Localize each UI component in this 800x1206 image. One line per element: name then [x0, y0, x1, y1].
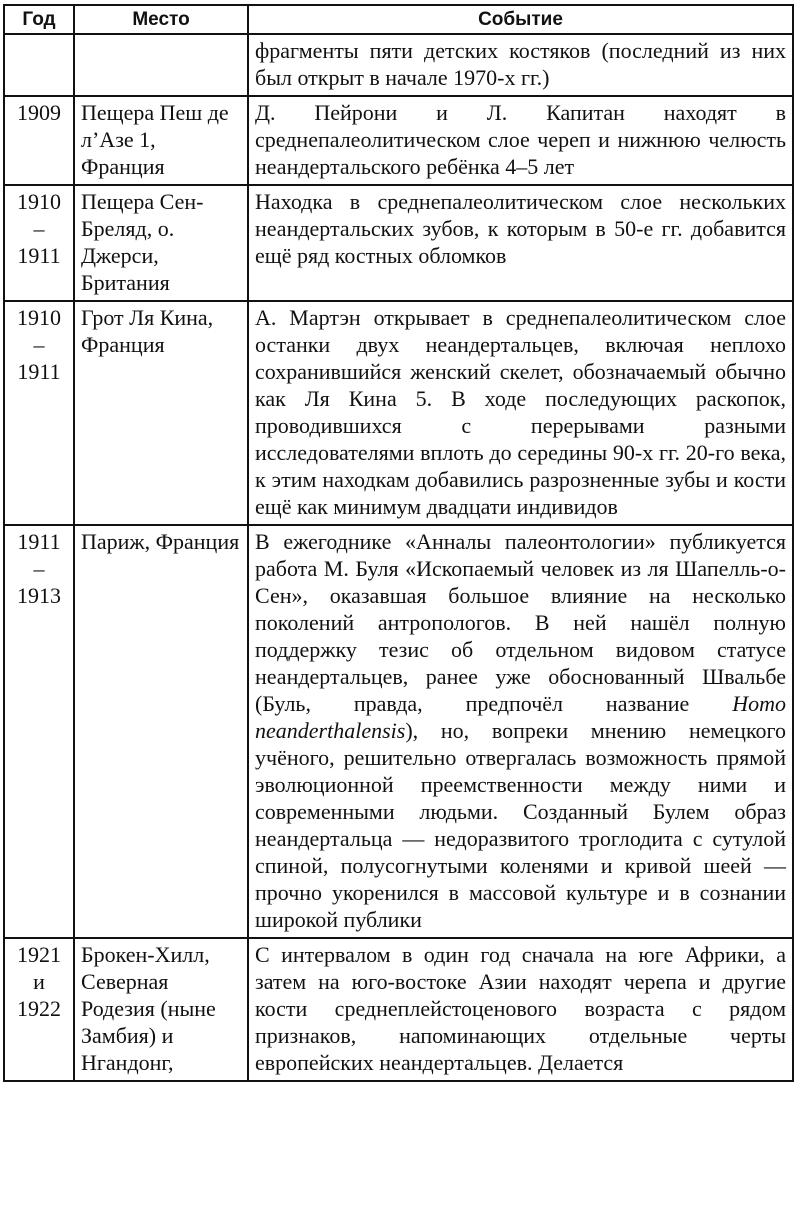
header-place: Место	[74, 5, 248, 34]
table-row	[4, 185, 793, 301]
event-text: А. Мартэн открывает в среднепалеолитическом слое останки двух неандертальцев, включая неплохо сохранившийся женский скелет, обозначаемый обычно как Ля Кина 5. В ходе последующих раскопок, проводившихся с перерывами разными исследователями вплоть до середины 90-х гг. 20-го века, к этим находкам добавились разрозненные зубы и кости ещё как минимум двадцати индивидов	[255, 305, 786, 519]
place-text: Париж, Франция	[81, 529, 240, 554]
chronology-table	[3, 4, 794, 1082]
event-cell	[248, 185, 793, 301]
place-cell	[74, 938, 248, 1081]
table-row	[4, 938, 793, 1081]
place-cell	[74, 301, 248, 525]
event-cell	[248, 96, 793, 185]
place-text: Грот Ля Кина, Франция	[81, 305, 214, 357]
table-row	[4, 96, 793, 185]
year-line: и	[33, 969, 45, 994]
event-cell	[248, 301, 793, 525]
year-line: 1910	[17, 305, 61, 330]
place-text: Пещера Пеш де л’Азе 1, Франция	[81, 100, 229, 179]
year-line: –	[33, 332, 45, 357]
place-cell	[74, 185, 248, 301]
year-line: 1911	[17, 243, 61, 268]
place-text: Северная Родезия (ныне Замбия) и Нгандонг,	[81, 969, 216, 1075]
year-line: 1921	[17, 942, 61, 967]
year-cell	[4, 185, 74, 301]
event-text: Находка в среднепалеолитическом слое нескольких неандертальских зубов, к которым в 50-е гг. добавится ещё ряд костных обломков	[255, 189, 786, 268]
year-line: 1911	[17, 359, 61, 384]
year-line: 1913	[17, 583, 61, 608]
event-text: фрагменты пяти детских костяков (последний из них был открыт в начале 1970-х гг.)	[255, 38, 786, 90]
species-name-italic: Homo neanderthalensis	[255, 691, 786, 743]
year-cell	[4, 525, 74, 938]
place-text: Пещера Сен-Бреляд,	[81, 189, 204, 241]
year-line: 1910	[17, 189, 61, 214]
year-cell	[4, 301, 74, 525]
place-text: о. Джерси, Британия	[81, 216, 175, 295]
year-line: 1922	[17, 996, 61, 1021]
table-row	[4, 525, 793, 938]
event-text: Д. Пейрони и Л. Капитан находят в среднепалеолитическом слое череп и нижнюю челюсть неандертальского ребёнка 4–5 лет	[255, 100, 786, 179]
event-cell	[248, 938, 793, 1081]
year-line: –	[33, 216, 45, 241]
event-text: ), но, вопреки мнению немецкого учёного, решительно отвергалась возможность прямой эволюционной преемственности между ними и современными людьми. Созданный Булем образ неандертальца — недоразвитого троглодита с сутулой спиной, полусогнутыми коленями и кривой шеей — прочно укоренился в массовой культуре и в сознании широкой публики	[255, 718, 786, 932]
year-cell	[4, 938, 74, 1081]
event-text: В ежегоднике «Анналы палеонтологии» публикуется работа М. Буля «Ископаемый человек из ля Шапелль-о-Сен», оказавшая большое влияние на несколько поколений антропологов. В ней нашёл полную поддержку тезис об отдельном видовом статусе неандертальцев, ранее уже обоснованный Швальбе (Буль, правда, предпочёл название	[255, 529, 786, 716]
year-line: 1911	[17, 529, 61, 554]
table-row	[4, 34, 793, 96]
table-row	[4, 301, 793, 525]
year-line: 1909	[17, 100, 61, 125]
place-text: Брокен-Хилл,	[81, 942, 210, 967]
event-cell	[248, 34, 793, 96]
place-cell	[74, 34, 248, 96]
event-cell	[248, 525, 793, 938]
year-cell	[4, 34, 74, 96]
header-row	[4, 5, 793, 34]
event-text: С интервалом в один год сначала на юге Африки, а затем на юго-востоке Азии находят черепа и другие кости среднеплейстоценового возраста с рядом признаков, напоминающих отдельные черты европейских неандертальцев. Делается	[255, 942, 786, 1075]
year-line: –	[33, 556, 45, 581]
place-cell	[74, 96, 248, 185]
header-year: Год	[4, 5, 74, 34]
place-cell	[74, 525, 248, 938]
year-cell	[4, 96, 74, 185]
header-event: Событие	[248, 5, 793, 34]
